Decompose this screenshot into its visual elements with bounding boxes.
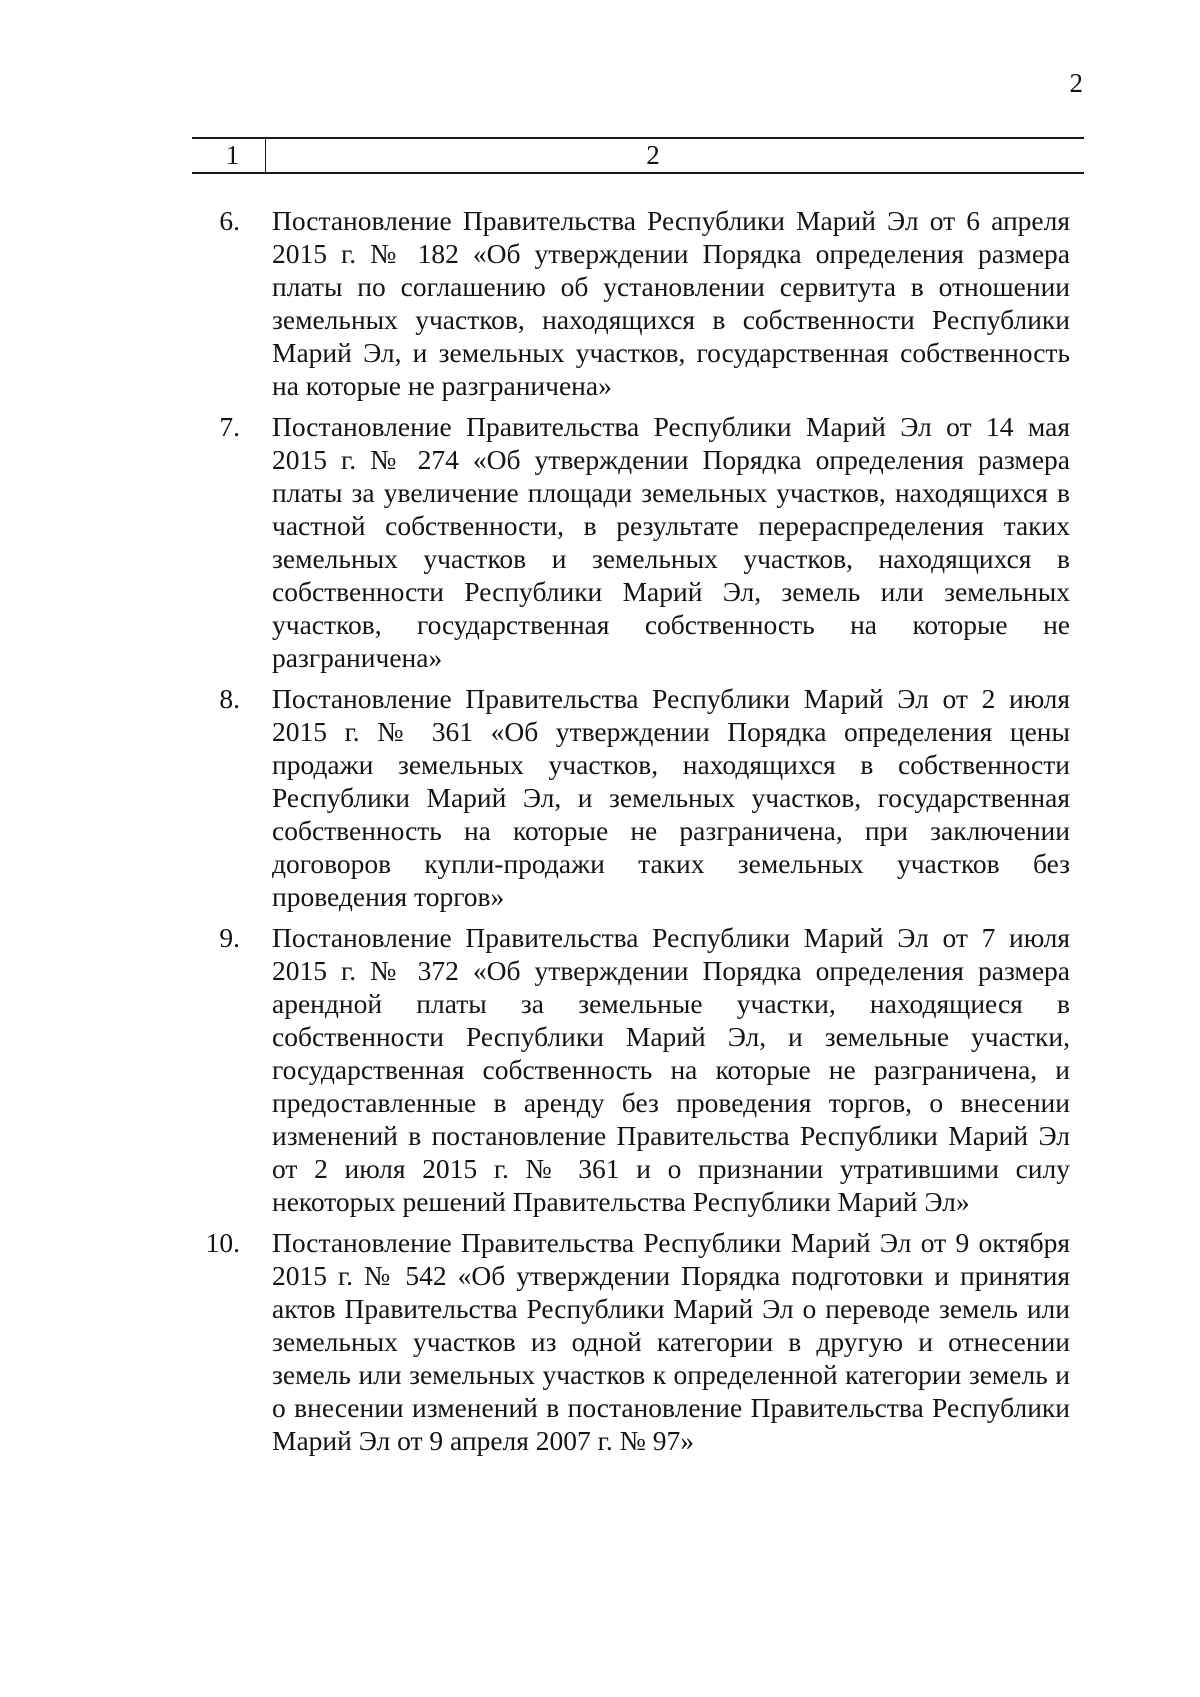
list-item [190,682,1070,913]
list-item [190,1226,1070,1457]
list-item [190,410,1070,674]
item-text: Постановление Правительства Республики Марий Эл от 6 апреля 2015 г. № 182 «Об утверждении Порядка определения размера платы по соглашению об установлении сервитута в отношении земельных участков, находящихся в собственности Республики Марий Эл, и земельных участков, государственная собственность на которые не разграничена» [272,205,1070,401]
page-number: 2 [1069,68,1083,98]
item-text: Постановление Правительства Республики Марий Эл от 9 октября 2015 г. № 542 «Об утверждении Порядка подготовки и принятия актов Правительства Республики Марий Эл о переводе земель или земельных участков из одной категории в другую и отнесении земель или земельных участков к определенной категории земель и о внесении изменений в постановление Правительства Республики Марий Эл от 9 апреля 2007 г. № 97» [272,1227,1070,1456]
item-number: 10. [205,1227,240,1258]
item-text: Постановление Правительства Республики Марий Эл от 7 июля 2015 г. № 372 «Об утверждении Порядка определения размера арендной платы за земельные участки, находящиеся в собственности Республики Марий Эл, и земельные участки, государственная собственность на которые не разграничена, и предоставленные в аренду без проведения торгов, о внесении изменений в постановление Правительства Республики Марий Эл от 2 июля 2015 г. № 361 и о признании утратившими силу некоторых решений Правительства Республики Марий Эл» [272,922,1070,1217]
column-number-1: 1 [192,139,266,172]
document-list [190,204,1070,1465]
table-column-header [192,137,1084,174]
item-text: Постановление Правительства Республики Марий Эл от 14 мая 2015 г. № 274 «Об утверждении Порядка определения размера платы за увеличение площади земельных участков, находящихся в частной собственности, в результате перераспределения таких земельных участков и земельных участков, находящихся в собственности Республики Марий Эл, земель или земельных участков, государственная собственность на которые не разграничена» [272,411,1070,673]
list-item [190,204,1070,402]
column-number-2: 2 [646,140,660,170]
item-number: 8. [219,683,240,714]
item-number: 9. [219,922,240,953]
item-number: 7. [219,411,240,442]
list-item [190,921,1070,1218]
item-number: 6. [219,205,240,236]
item-text: Постановление Правительства Республики Марий Эл от 2 июля 2015 г. № 361 «Об утверждении Порядка определения цены продажи земельных участков, находящихся в собственности Республики Марий Эл, и земельных участков, государственная собственность на которые не разграничена, при заключении договоров купли-продажи таких земельных участков без проведения торгов» [272,683,1070,912]
